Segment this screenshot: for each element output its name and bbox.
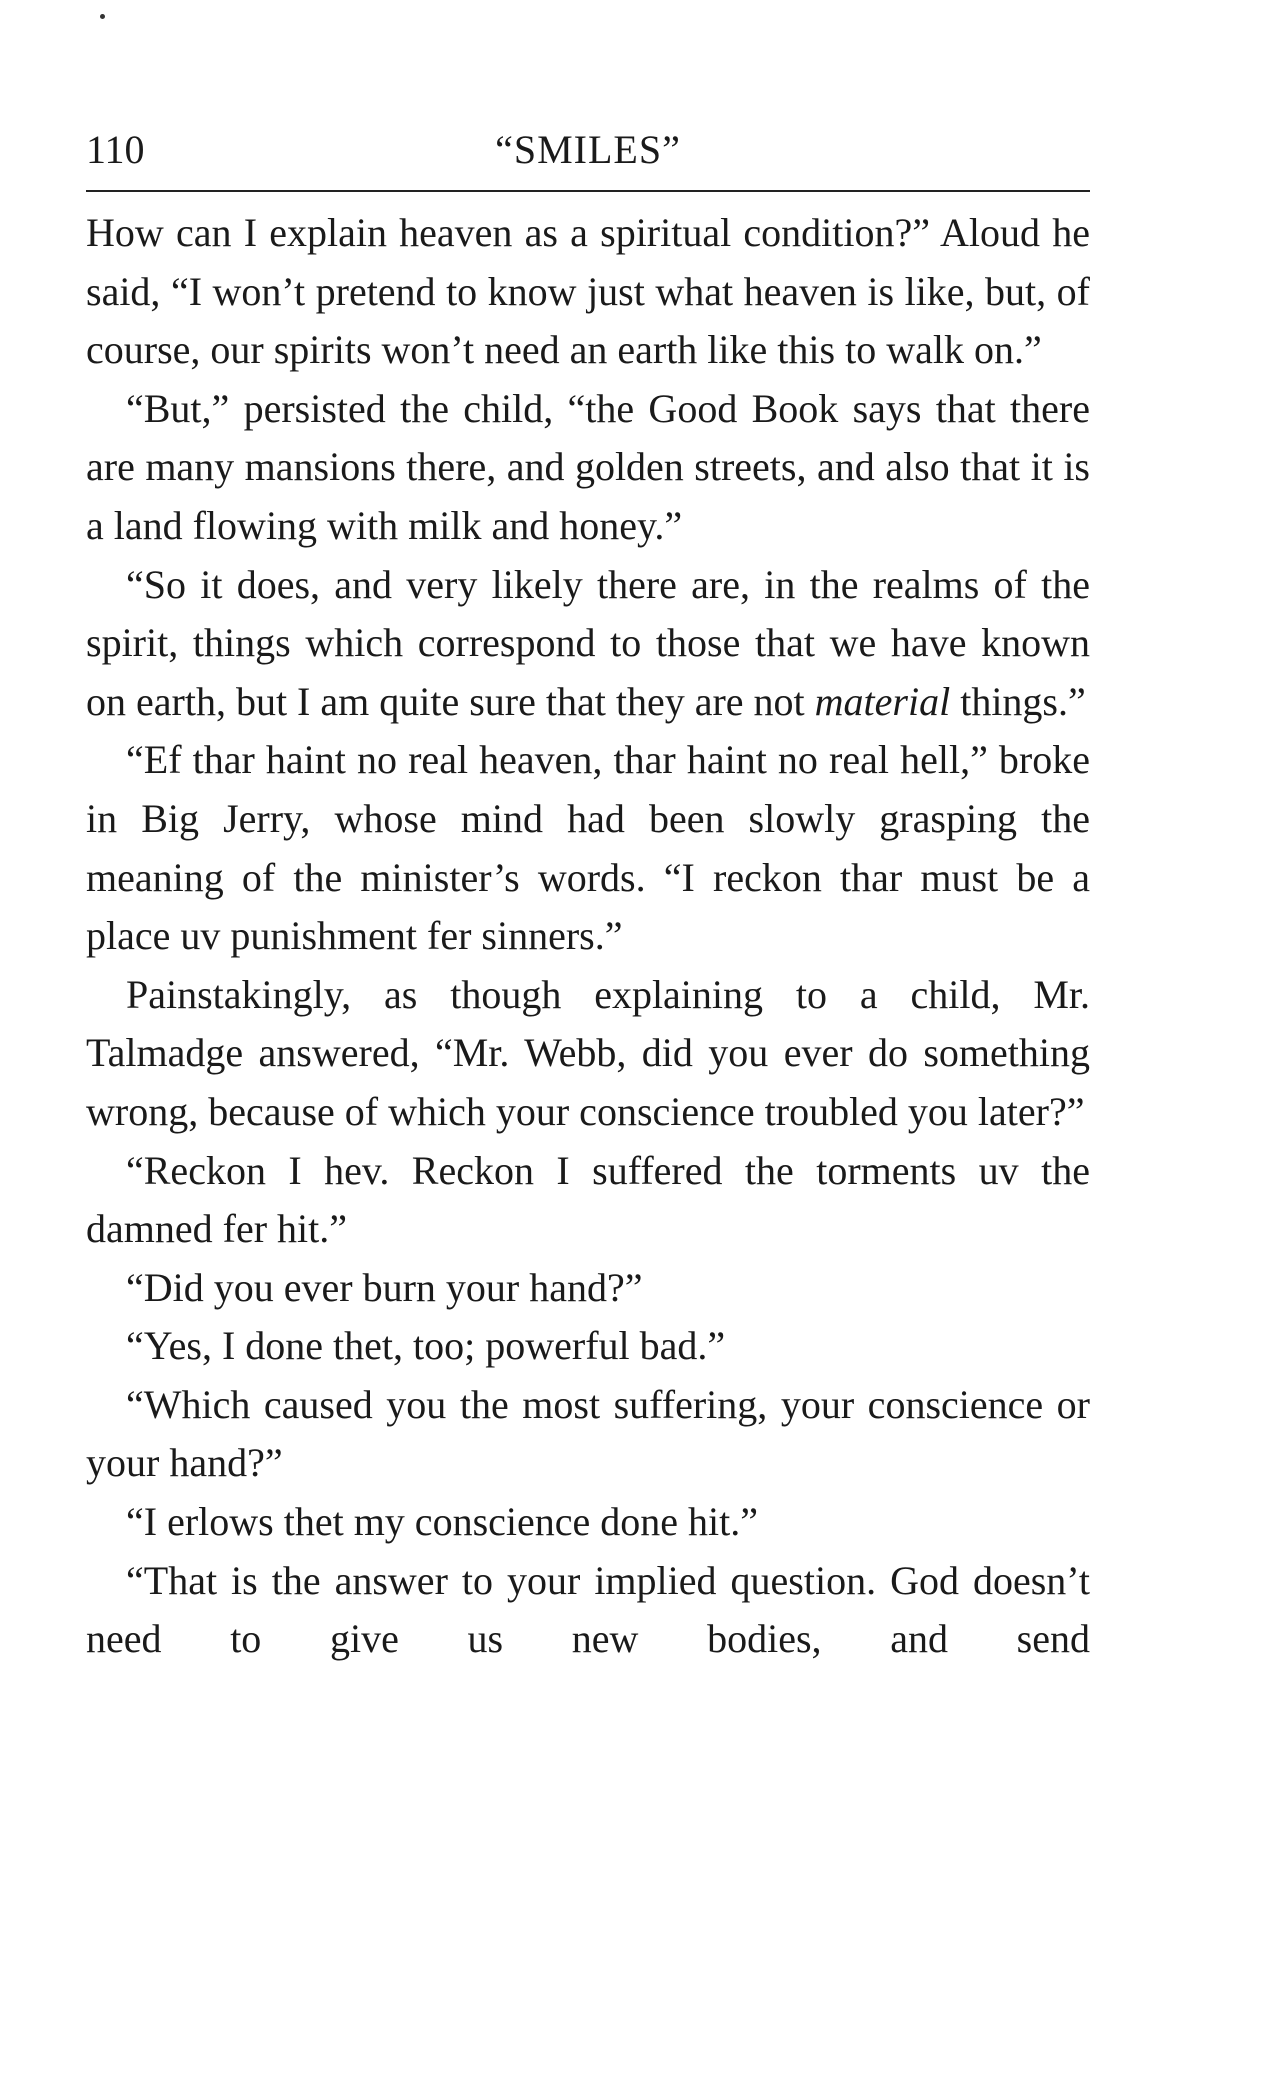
paragraph-10: “I erlows thet my conscience done hit.” [126,1499,758,1545]
paragraph-8: “Yes, I done thet, too; powerful bad.” [126,1323,726,1369]
paragraph-4: “Ef thar haint no real heaven, thar haint no real hell,” broke in Big Jerry, whose mind had been slowly grasping the meaning of the minister’s words. “I reckon thar must be a place uv punishment fer sinners.” [86,737,1090,959]
paragraph-5: Painstakingly, as though explaining to a child, Mr. Talmadge answered, “Mr. Webb, did you ever do something wrong, because of which your conscience troubled you later?” [86,971,1090,1134]
paragraph-11: “That is the answer to your implied question. God doesn’t need to give us new bodies, and send [86,1557,1090,1662]
paragraph-6: “Reckon I hev. Reckon I suffered the torments uv the damned fer hit.” [86,1147,1090,1252]
running-title: “SMILES” [495,127,681,172]
body-text [86,204,1090,1669]
ink-speck [100,14,105,19]
header-rule [86,190,1090,192]
paragraph-3-text: “So it does, and very likely there are, in the realms of the spirit, things which correspond to those that we have known on earth, but I am quite sure that they are not [86,561,1090,724]
paragraph-1: How can I explain heaven as a spiritual condition?” Aloud he said, “I won’t pretend to know just what heaven is like, but, of course, our spirits won’t need an earth like this to walk on.” [86,210,1090,373]
paragraph-3 [86,556,1090,732]
paragraph-9: “Which caused you the most suffering, your conscience or your hand?” [86,1381,1090,1486]
paragraph-7: “Did you ever burn your hand?” [126,1264,643,1310]
paragraph-2: “But,” persisted the child, “the Good Book says that there are many mansions there, and golden streets, and also that it is a land flowing with milk and honey.” [86,385,1090,548]
page-header [86,118,1090,182]
paragraph-3-emphasis: material [814,678,951,724]
page-number: 110 [86,127,145,172]
paragraph-3-text-end: things.” [950,678,1086,724]
